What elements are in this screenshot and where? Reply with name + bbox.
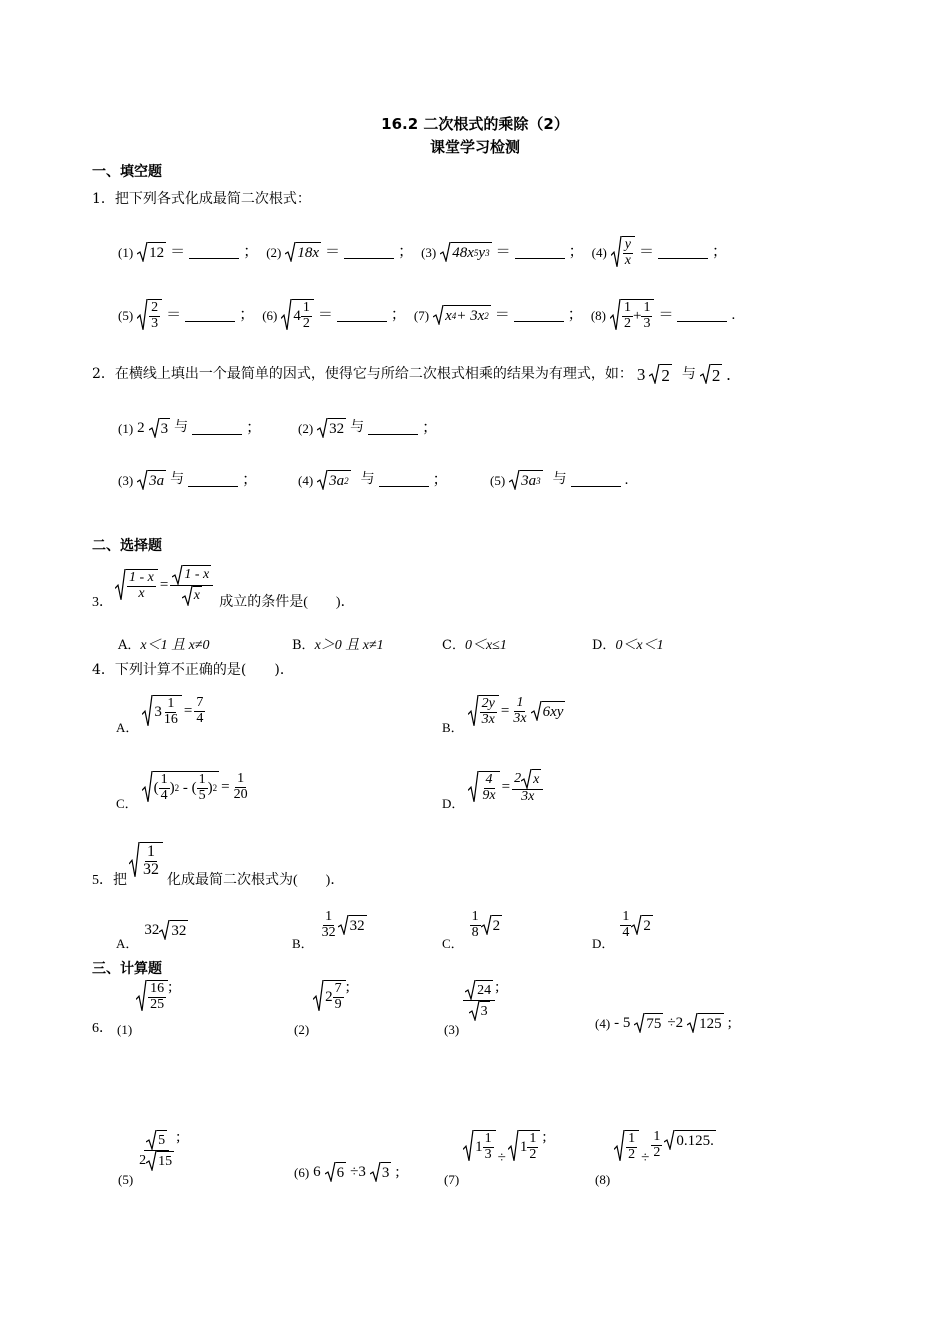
radical: 1 - x: [172, 565, 211, 585]
q5-option-c[interactable]: C． $\frac{1}{8}$ 2: [442, 908, 501, 951]
answer-blank[interactable]: [368, 422, 418, 435]
q6-item-6: (6) 6 6 ÷3 3 ;: [294, 1163, 400, 1181]
radical: 18x: [285, 242, 321, 262]
radical: 125: [687, 1013, 724, 1033]
answer-blank[interactable]: [571, 474, 621, 487]
answer-blank[interactable]: [189, 246, 239, 259]
radical: 32: [317, 418, 346, 438]
radical: $\frac{1}{2}$ + $\frac{1}{3}$: [610, 299, 654, 331]
radical: 2: [649, 364, 672, 384]
q2-item-2: (2) 32 与 ；: [298, 419, 438, 437]
radical: 3a 3: [509, 470, 543, 490]
answer-blank[interactable]: [192, 422, 242, 435]
q6-item-8: (8) $\frac{1}{2}$ ÷ $\frac{1}{2}$ 0.125.: [595, 1129, 714, 1187]
q3-option-a[interactable]: A．x＜1 且 x≠0: [118, 638, 210, 653]
radical: $\frac{4}{9x}$: [468, 771, 499, 803]
q6-item-3: (3) $\frac{24}{3}$ ;: [444, 979, 500, 1037]
q6-item-7: (7) 1 $\frac{1}{3}$ ÷ 1 $\frac{1}{2}$ ;: [444, 1129, 547, 1187]
q4-option-b[interactable]: B． $\frac{2y}{3x}$ = $\frac{1}{3x}$ 6xy: [442, 694, 564, 735]
radical: 3a: [137, 470, 166, 490]
radical: $\frac{16}{25}$: [136, 980, 168, 1012]
q6-item-5: (5) 5 2 15 ;: [118, 1129, 181, 1187]
radical: 2: [700, 364, 723, 384]
answer-blank[interactable]: [188, 474, 238, 487]
section-heading-choice: 二、选择题: [92, 538, 162, 554]
q5-option-b[interactable]: B． $\frac{1}{32}$ 32: [292, 908, 365, 951]
radical: x: [182, 586, 202, 606]
radical: 5: [146, 1130, 167, 1150]
radical: 12: [137, 242, 166, 262]
radical: 24: [465, 980, 493, 1000]
question-3: 3． $\frac{1 - x}{x}$ = $\frac{1 - x}{x}$ 成立的条件是( )．: [92, 558, 355, 612]
radical: 3: [370, 1162, 392, 1182]
question-2-text: 2．在横线上填出一个最简单的因式，使得它与所给二次根式相乘的结果为有理式，如： 3 2 与 2 .: [92, 364, 731, 385]
answer-blank[interactable]: [337, 309, 387, 322]
radical: $\frac{2}{3}$: [137, 299, 162, 331]
answer-blank[interactable]: [515, 246, 565, 259]
page-title: 16.2 二次根式的乘除（2）: [381, 115, 569, 133]
radical: 3: [149, 418, 171, 438]
q2-item-5: (5) 3a 3 与 .: [490, 471, 629, 489]
question-4-text: 4．下列计算不正确的是( )．: [92, 662, 294, 678]
radical: 3a 2: [317, 470, 351, 490]
radical: ( $\frac{1}{4}$ ) 2 - ( $\frac{1}{5}$ ) 2: [142, 771, 220, 803]
radical: 48x 5 y 3: [440, 242, 491, 262]
q4-option-a[interactable]: A． 3 $\frac{1}{16}$ = $\frac{7}{4}$: [116, 694, 204, 735]
answer-blank[interactable]: [514, 309, 564, 322]
q1-row-2: (5) $\frac{2}{3}$ ＝ ； (6) 4 $\frac{1}{2}$ ＝ ； (7) x 4 + 3x 2 ＝ ； (8) $\frac{1}{2}$ + $\frac{1}{3}$ ＝ .: [118, 299, 736, 331]
radical: $\frac{2y}{3x}$: [468, 695, 499, 727]
q4-option-c[interactable]: C． ( $\frac{1}{4}$ ) 2 - ( $\frac{1}{5}$ ) 2 = $\frac{1}{20}$: [116, 770, 248, 811]
section-heading-calc: 三、计算题: [92, 961, 162, 977]
radical: x 4 + 3x 2: [433, 305, 491, 325]
question-1-text: 1．把下列各式化成最简二次根式：: [92, 191, 311, 207]
answer-blank[interactable]: [344, 246, 394, 259]
radical: 1 $\frac{1}{3}$: [463, 1130, 496, 1162]
radical: 3 $\frac{1}{16}$: [142, 695, 182, 727]
q4-option-d[interactable]: D． $\frac{4}{9x}$ = 2 x 3x: [442, 760, 543, 812]
radical: 2: [481, 915, 503, 935]
label: (1): [118, 244, 134, 260]
radical: 32: [159, 920, 188, 940]
answer-blank[interactable]: [185, 309, 235, 322]
q2-item-1: (1) 2 3 与 ；: [118, 419, 262, 437]
q3-option-c[interactable]: C．0＜x≤1: [442, 638, 507, 653]
q3-option-d[interactable]: D．0＜x＜1: [592, 638, 664, 653]
radical: 3: [469, 1001, 490, 1021]
radical: $\frac{1}{32}$: [129, 842, 163, 879]
question-5: 5．把 $\frac{1}{32}$ 化成最简二次根式为( )．: [92, 842, 345, 888]
answer-blank[interactable]: [658, 246, 708, 259]
radical: $\frac{1}{2}$: [614, 1130, 639, 1162]
answer-blank[interactable]: [379, 474, 429, 487]
radical: $\frac{y}{x}$: [611, 236, 635, 268]
q6-item-2: (2) 2 $\frac{7}{9}$ ;: [294, 979, 350, 1037]
radical: 4 $\frac{1}{2}$: [281, 299, 314, 331]
radical: 0.125.: [664, 1130, 716, 1150]
page-subtitle: 课堂学习检测: [429, 138, 520, 156]
q1-row-1: (1) 12 ＝ ； (2) 18x ＝ ； (3) 48x 5 y 3 ＝ ； (4) $\frac{y}{x}$ ＝ ；: [118, 236, 728, 268]
radical: x: [521, 769, 541, 789]
q5-option-a[interactable]: A． 32 32: [116, 921, 187, 951]
radical: 75: [634, 1013, 663, 1033]
radical: 15: [146, 1151, 174, 1171]
radical: 6: [325, 1162, 347, 1182]
radical: 1 $\frac{1}{2}$: [508, 1130, 541, 1162]
radical: 2 $\frac{7}{9}$: [313, 980, 346, 1012]
q3-option-b[interactable]: B．x＞0 且 x≠1: [292, 638, 384, 653]
q5-option-d[interactable]: D． $\frac{1}{4}$ 2: [592, 908, 651, 951]
section-heading-fill: 一、填空题: [92, 164, 162, 180]
radical: $\frac{1 - x}{x}$: [115, 569, 158, 601]
q2-item-3: (3) 3a 与 ；: [118, 471, 258, 489]
radical: 6xy: [531, 701, 566, 721]
q6-item-1: 6． (1) $\frac{16}{25}$ ;: [92, 979, 173, 1037]
radical: 32: [338, 915, 367, 935]
q6-item-4: (4) - 5 75 ÷2 125 ;: [595, 1014, 732, 1032]
radical: 2: [631, 915, 653, 935]
answer-blank[interactable]: [677, 309, 727, 322]
q2-item-4: (4) 3a 2 与 ；: [298, 471, 448, 489]
